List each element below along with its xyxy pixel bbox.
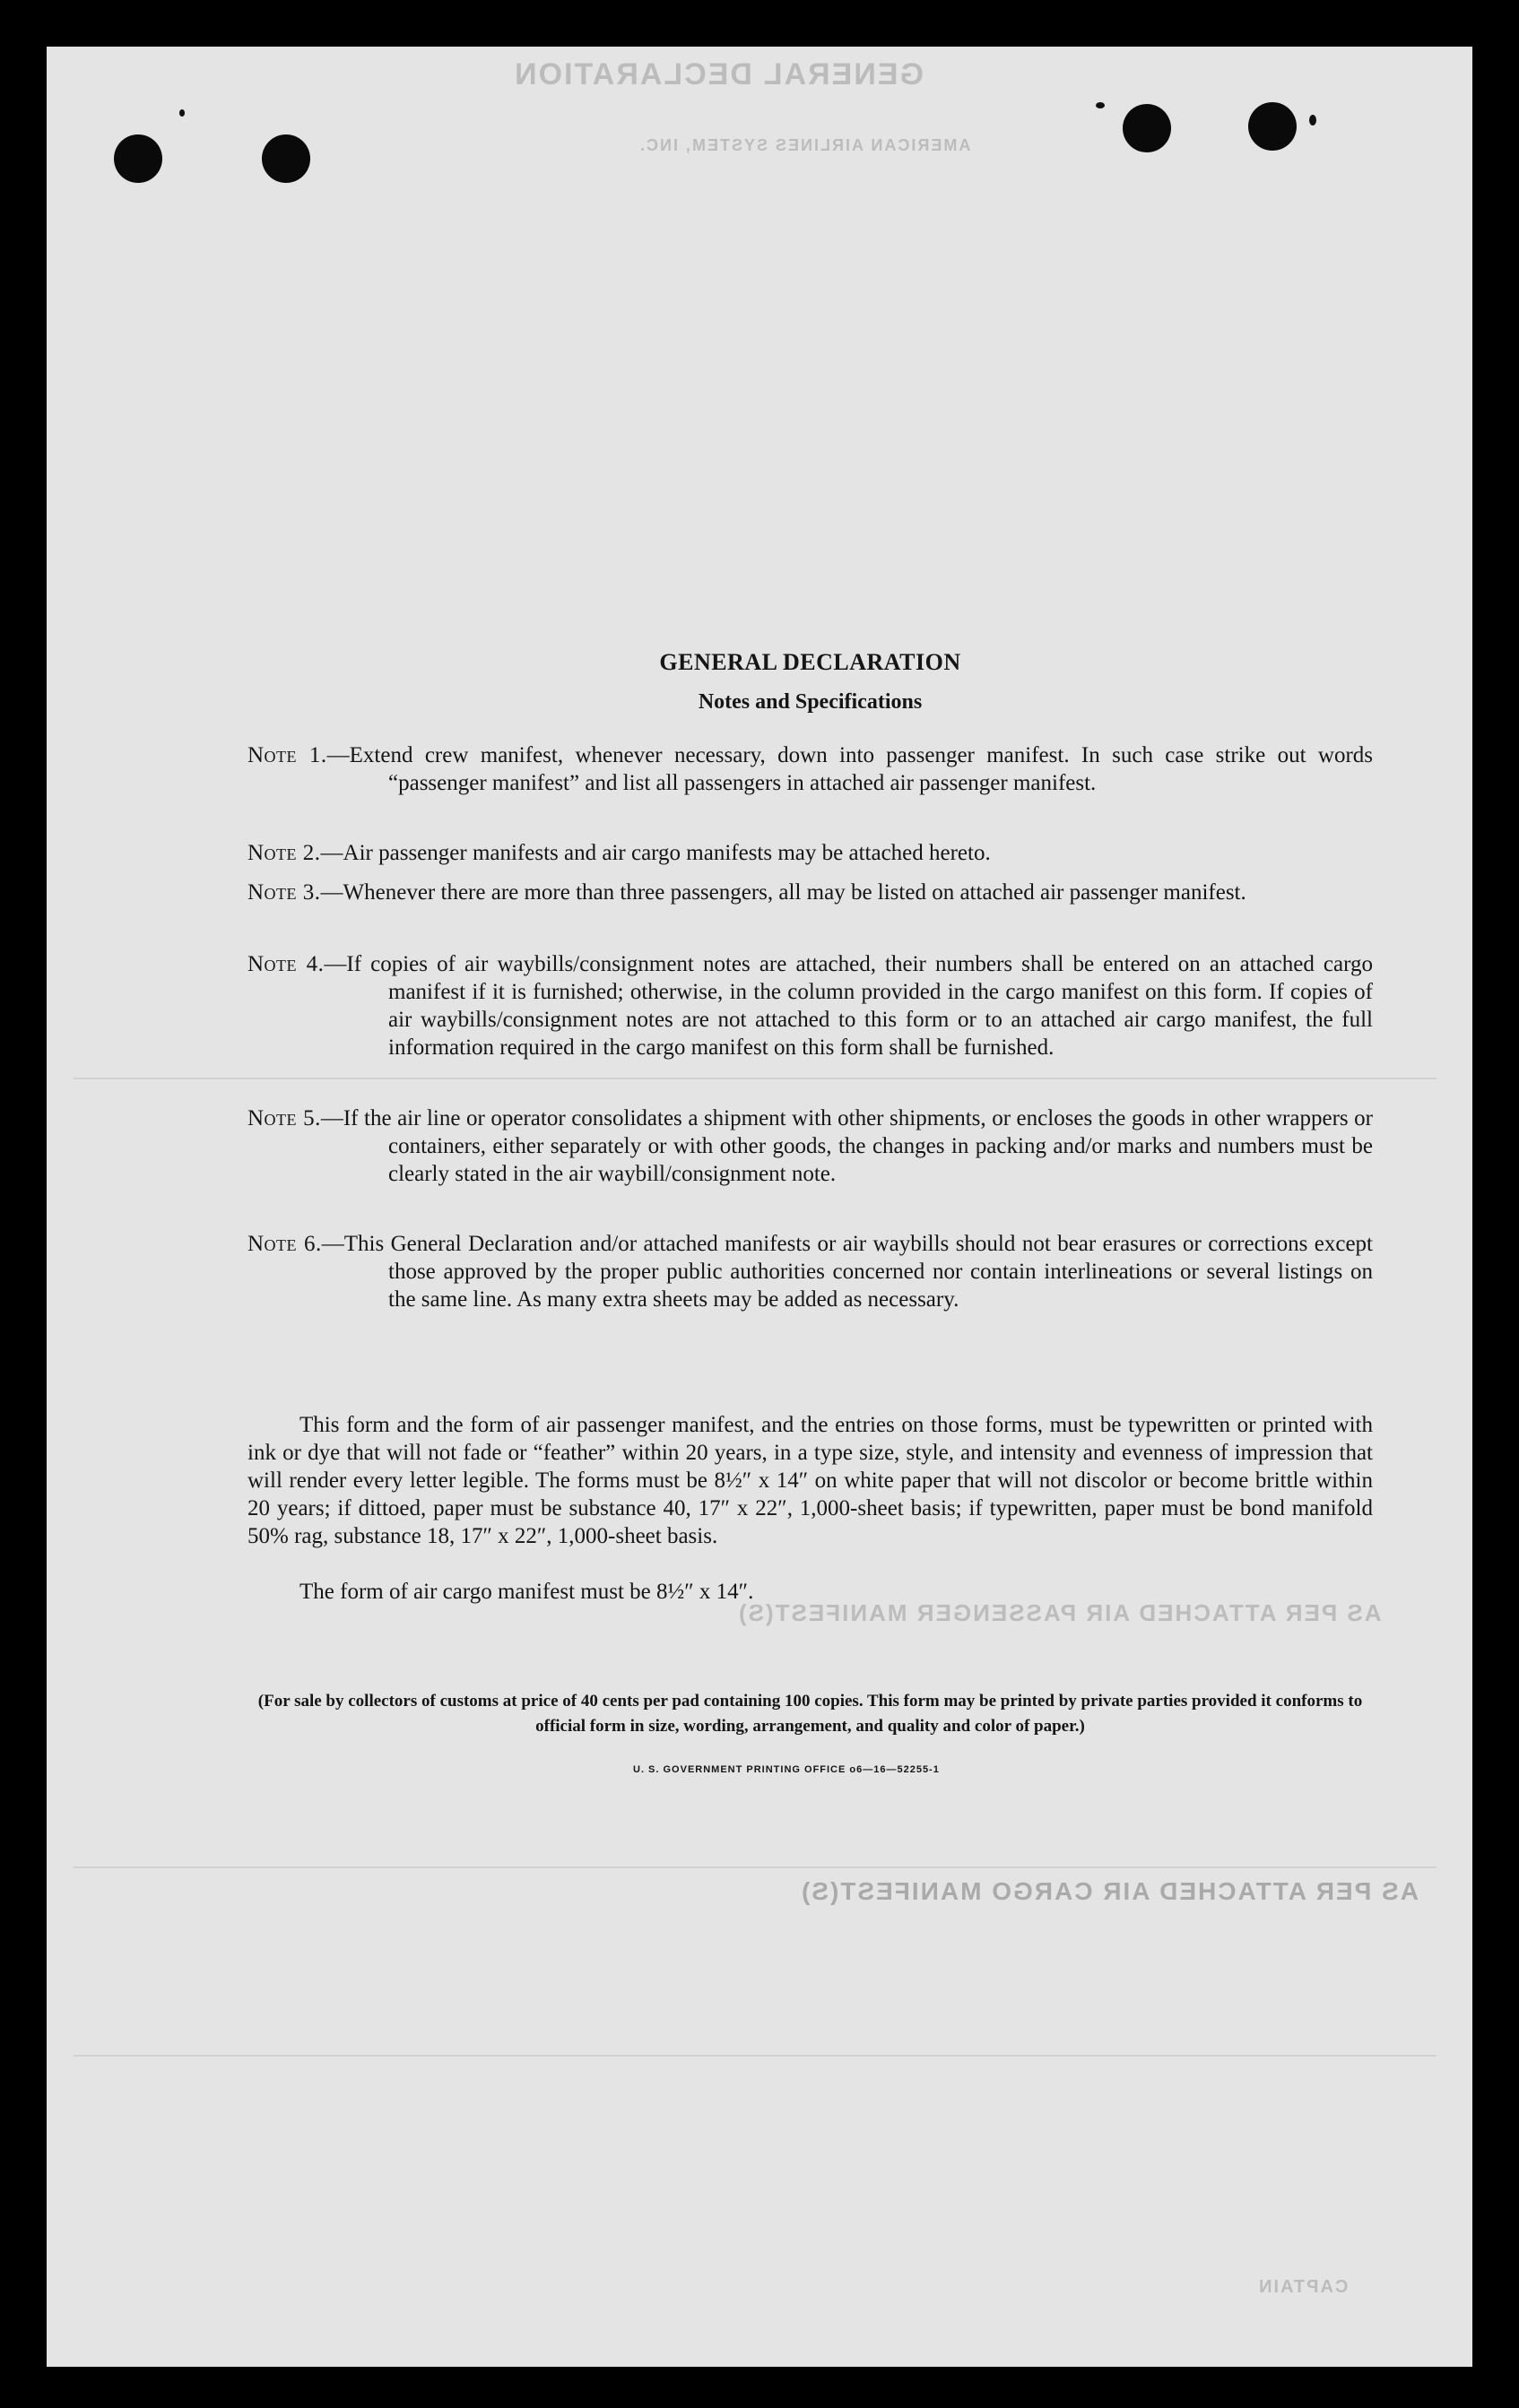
- note-5: [247, 1104, 1373, 1188]
- note-text: —If the air line or operator consolidates a shipment with other shipments, or encloses the goods in other wrappers or containers, either separately or with other goods, the changes in packing and/or marks and numbers must be clearly stated in the air waybill/consignment note.: [320, 1106, 1373, 1186]
- note-6: [247, 1230, 1373, 1313]
- ink-speck: [1096, 102, 1105, 108]
- note-text: —If copies of air waybills/consignment notes are attached, their numbers shall be entered on an attached cargo manifest if it is furnished; otherwise, in the column provided in the cargo manifest on this form. If copies of air waybills/consignment notes are not attached to this form or to an attached air cargo manifest, the full information required in the cargo manifest on this form shall be furnished.: [324, 952, 1373, 1060]
- ink-speck: [179, 109, 185, 117]
- bleed-through-heading: GENERAL DECLARATION: [513, 57, 924, 91]
- note-text: —Whenever there are more than three passengers, all may be listed on attached air passenger manifest.: [320, 880, 1246, 905]
- punch-hole-right-2: [1248, 102, 1297, 151]
- punch-hole-left-2: [262, 134, 310, 183]
- note-text: —This General Declaration and/or attached manifests or air waybills should not bear erasures or corrections except those approved by the proper public authorities concerned nor contain interlineations or several listings on the same line. As many extra sheets may be added as necessary.: [321, 1232, 1373, 1312]
- bleed-through-captain: CAPTAIN: [1257, 2277, 1349, 2297]
- sale-notice: (For sale by collectors of customs at price of 40 cents per pad containing 100 copies. This form may be printed by private parties provided it conforms to official form in size, wording, arrangement, and quality and color of paper.): [257, 1692, 1363, 1736]
- bleed-through-cargo-section: AS PER ATTACHED AIR CARGO MANIFEST(S): [800, 1877, 1419, 1905]
- bleed-through-passenger-section: AS PER ATTACHED AIR PASSENGER MANIFEST(S): [737, 1599, 1382, 1626]
- page-subtitle: Notes and Specifications: [698, 690, 923, 714]
- bleed-through-rule: [74, 1867, 1437, 1868]
- note-label: Note 1.: [247, 743, 327, 767]
- document-page: [47, 47, 1472, 2367]
- note-label: Note 4.: [247, 952, 325, 976]
- note-1: [247, 741, 1373, 797]
- printing-office-line: U. S. GOVERNMENT PRINTING OFFICE o6—16—52255-1: [633, 1764, 940, 1775]
- note-label: Note 5.: [247, 1106, 321, 1130]
- punch-hole-left-1: [114, 134, 162, 183]
- cargo-manifest-size-note: The form of air cargo manifest must be 8½″ x 14″.: [299, 1580, 754, 1604]
- bleed-through-airline: AMERICAN AIRLINES SYSTEM, INC.: [638, 136, 971, 154]
- note-2: [247, 839, 1373, 867]
- ink-speck: [1309, 115, 1316, 126]
- page-title: GENERAL DECLARATION: [659, 649, 961, 675]
- note-label: Note 6.: [247, 1232, 322, 1256]
- punch-hole-right-1: [1123, 104, 1171, 152]
- note-label: Note 2.: [247, 841, 321, 865]
- bleed-through-rule: [74, 1078, 1437, 1079]
- note-4: [247, 950, 1373, 1061]
- note-text: —Air passenger manifests and air cargo manifests may be attached hereto.: [320, 841, 991, 865]
- note-3: [247, 879, 1373, 906]
- note-text: —Extend crew manifest, whenever necessary, down into passenger manifest. In such case strike out words “passenger manifest” and list all passengers in attached air passenger manifest.: [326, 743, 1373, 795]
- paper-specification-paragraph: This form and the form of air passenger manifest, and the entries on those forms, must be typewritten or printed with ink or dye that will not fade or “feather” within 20 years, in a type size, style, and intensity and evenness of impression that will render every letter legible. The forms must be 8½″ x 14″ on white paper that will not discolor or become brittle within 20 years; if dittoed, paper must be substance 40, 17″ x 22″, 1,000-sheet basis; if typewritten, paper must be bond manifold 50% rag, substance 18, 17″ x 22″, 1,000-sheet basis.: [247, 1413, 1373, 1548]
- note-label: Note 3.: [247, 880, 321, 905]
- bleed-through-rule: [74, 2055, 1437, 2057]
